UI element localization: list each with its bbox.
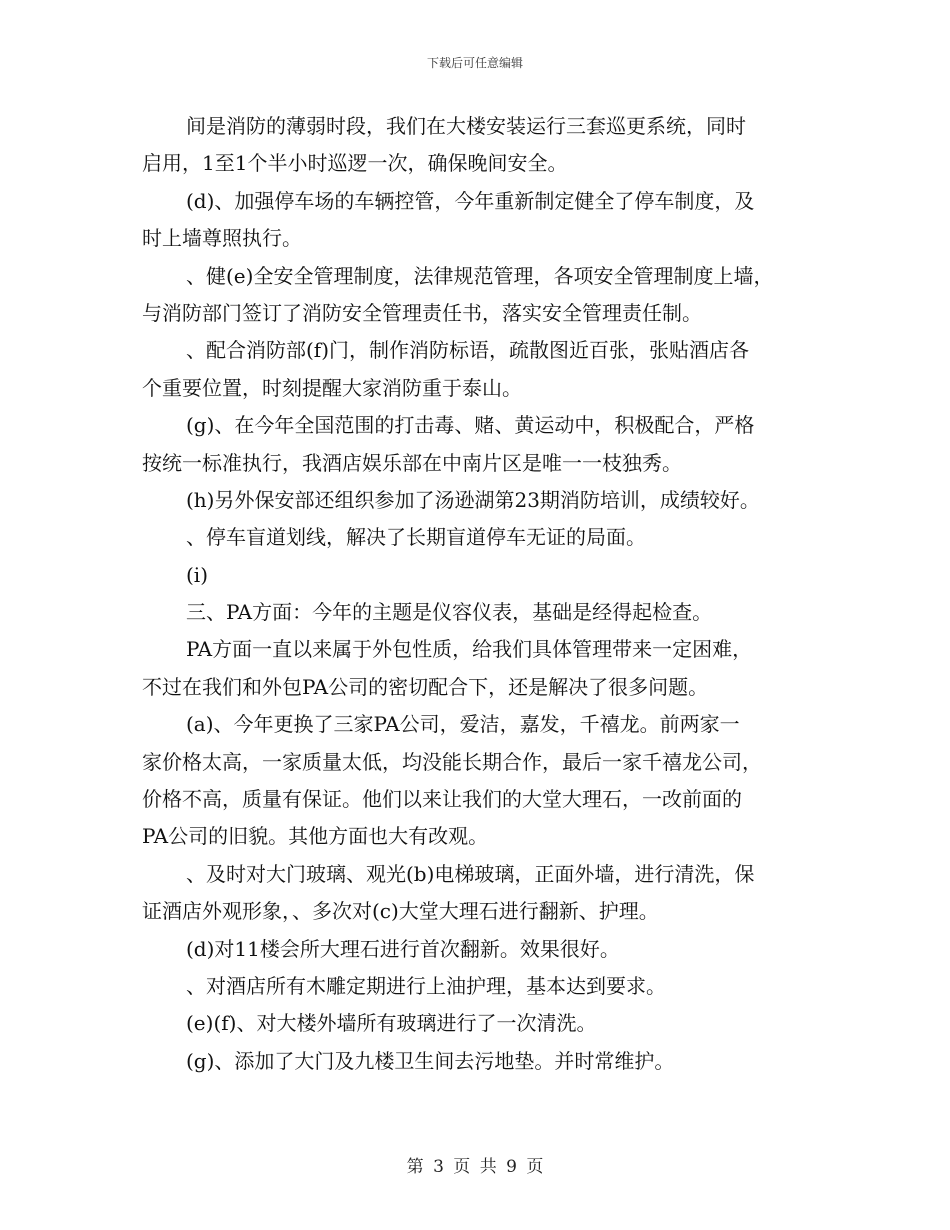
- text-line: 、停车盲道划线，解决了长期盲道停车无证的局面。: [186, 525, 646, 550]
- text-line: 三、PA方面：今年的主题是仪容仪表，基础是经得起检查。: [186, 600, 713, 625]
- text-line: 个重要位置，时刻提醒大家消防重于泰山。: [142, 375, 522, 400]
- text-line: 不过在我们和外包PA公司的密切配合下，还是解决了很多问题。: [142, 674, 709, 699]
- text-line: (d)、加强停车场的车辆控管，今年重新制定健全了停车制度，及: [186, 188, 755, 213]
- text-line: PA方面一直以来属于外包性质，给我们具体管理带来一定困难，: [186, 637, 753, 662]
- text-line: 证酒店外观形象，、多次对(c)大堂大理石进行翻新、护理。: [142, 899, 659, 924]
- text-line: PA公司的旧貌。其他方面也大有改观。: [142, 824, 489, 849]
- text-line: (e)(f)、对大楼外墙所有玻璃进行了一次清洗。: [186, 1011, 597, 1036]
- text-line: 家价格太高，一家质量太低，均没能长期合作，最后一家千禧龙公司，: [142, 749, 762, 774]
- text-line: 间是消防的薄弱时段，我们在大楼安装运行三套巡更系统，同时: [186, 114, 746, 138]
- text-line: (g)、添加了大门及九楼卫生间去污地垫。并时常维护。: [186, 1048, 675, 1073]
- text-line: (d)对11楼会所大理石进行首次翻新。效果很好。: [186, 936, 620, 961]
- text-line: 按统一标准执行，我酒店娱乐部在中南片区是唯一一枝独秀。: [142, 450, 682, 475]
- text-line: (h)另外保安部还组织参加了汤逊湖第23期消防培训，成绩较好。: [186, 487, 760, 512]
- text-line: 启用，1至1个半小时巡逻一次，确保晚间安全。: [142, 151, 568, 176]
- text-line: (g)、在今年全国范围的打击毒、赌、黄运动中，积极配合，严格: [186, 413, 755, 438]
- page-footer: 第 3 页 共 9 页: [406, 1157, 544, 1177]
- text-line: 价格不高，质量有保证。他们以来让我们的大堂大理石，一改前面的: [142, 787, 742, 812]
- text-line: 时上墙尊照执行。: [142, 226, 302, 251]
- text-line: 、健(e)全安全管理制度，法律规范管理，各项安全管理制度上墙，: [186, 263, 774, 288]
- text-line: (a)、今年更换了三家PA公司，爱洁，嘉发，千禧龙。前两家一: [186, 712, 740, 737]
- page-header: 下载后可任意编辑: [426, 56, 523, 70]
- text-line: 、配合消防部(f)门，制作消防标语，疏散图近百张，张贴酒店各: [186, 338, 750, 363]
- document-body: [142, 108, 810, 1080]
- text-line: (i): [186, 562, 209, 587]
- text-line: 、及时对大门玻璃、观光(b)电梯玻璃，正面外墙，进行清洗，保: [186, 861, 755, 886]
- text-line: 与消防部门签订了消防安全管理责任书，落实安全管理责任制。: [142, 300, 702, 325]
- text-line: 、对酒店所有木雕定期进行上油护理，基本达到要求。: [186, 973, 666, 998]
